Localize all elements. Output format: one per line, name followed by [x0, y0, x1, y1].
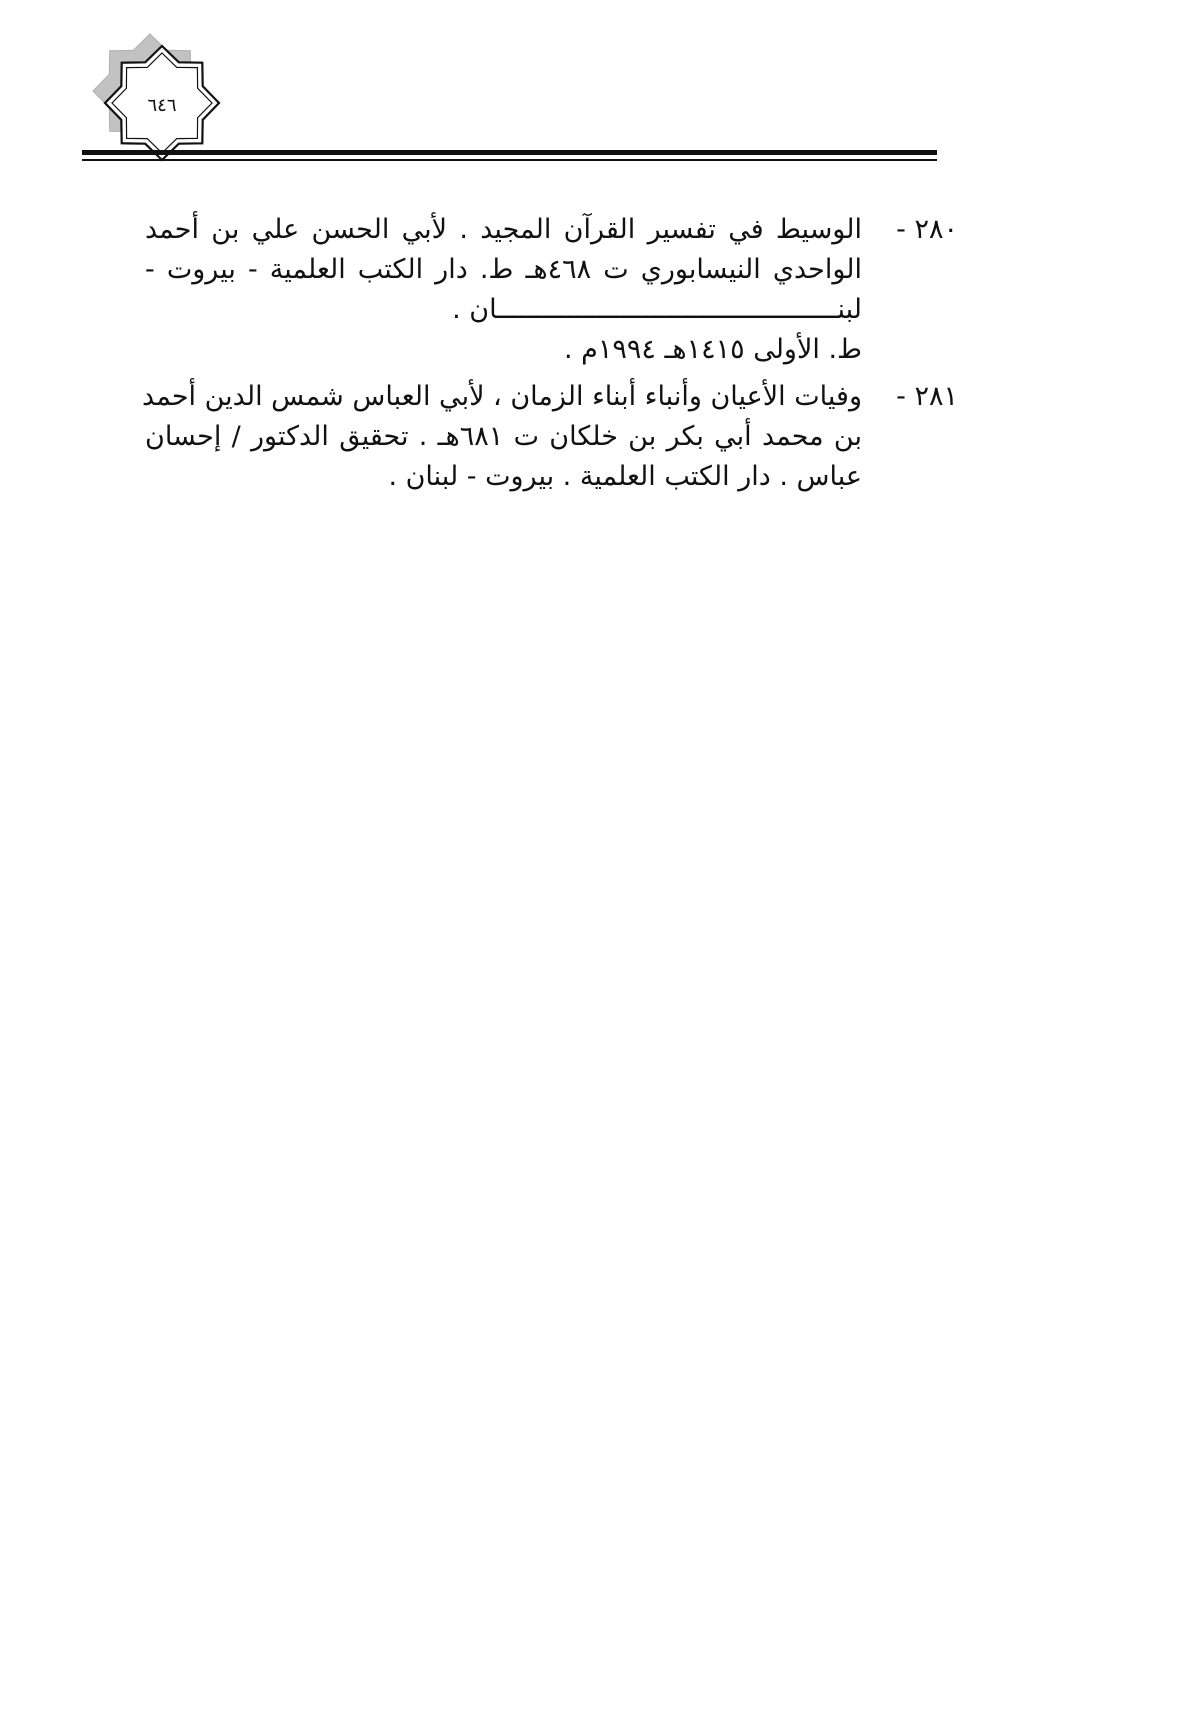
octagram-frame-icon	[90, 33, 230, 163]
entry-line: وفيات الأعيان وأنباء أبناء الزمان ، لأبي العباس شمس الدين أحمد	[142, 381, 862, 412]
entry-text	[142, 377, 862, 497]
header-rule-thick	[82, 150, 937, 155]
entry-number: ٢٨٠ -	[896, 214, 958, 245]
entry-number: ٢٨١ -	[896, 381, 958, 412]
entry-line: الواحدي النيسابوري ت ٤٦٨هـ ط. دار الكتب العلمية - بيروت -	[145, 254, 862, 285]
page-number-badge	[90, 33, 230, 163]
entry-line: لبنـــــــــــــــــــــــــــــــــــــــــــان .	[452, 294, 862, 325]
entry-line: ط. الأولى ١٤١٥هـ ١٩٩٤م .	[563, 334, 862, 365]
header-rule-thin	[82, 159, 937, 161]
page-number: ٦٤٦	[147, 95, 177, 116]
entry-line: بن محمد أبي بكر بن خلكان ت ٦٨١هـ . تحقيق الدكتور / إحسان	[145, 421, 862, 452]
entry-text	[145, 210, 862, 370]
entry-line: عباس . دار الكتب العلمية . بيروت - لبنان .	[388, 461, 862, 492]
entry-line: الوسيط في تفسير القرآن المجيد . لأبي الحسن علي بن أحمد	[145, 214, 862, 245]
